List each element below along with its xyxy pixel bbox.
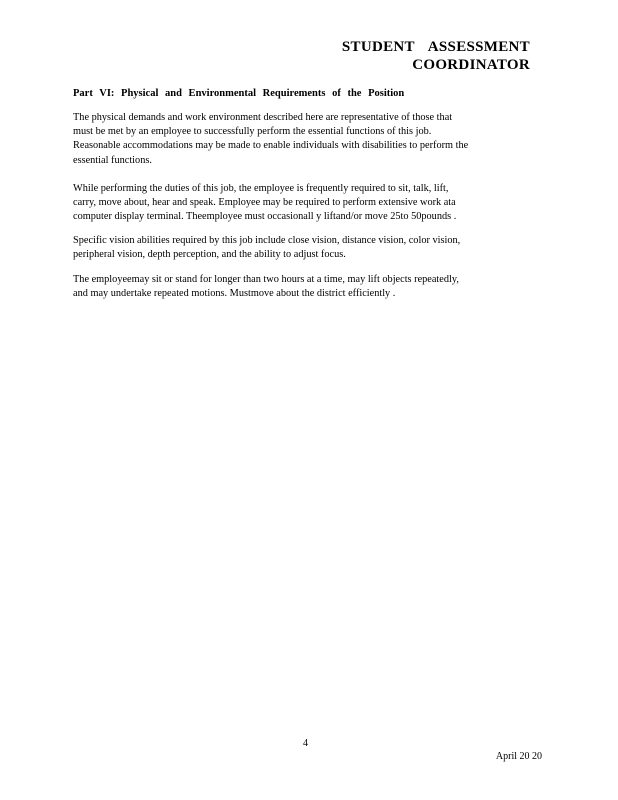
title-line-1: STUDENT ASSESSMENT — [341, 39, 530, 55]
text-line: The employeemay sit or stand for longer than two hours at a time, may lift objects repeatedly, — [73, 274, 459, 285]
paragraph-mobility — [73, 273, 543, 301]
text-line: and may undertake repeated motions. Mustmove about the district efficiently . — [73, 288, 396, 300]
text-line: While performing the duties of this job, the employee is frequently required to sit, talk, lift, — [73, 183, 449, 194]
text-line: computer display terminal. Theemployee must occasionall y liftand/or move 25to 50pounds . — [73, 211, 457, 223]
text-line: carry, move about, hear and speak. Employee may be required to perform extensive work ata — [73, 197, 456, 209]
text-line: peripheral vision, depth perception, and the ability to adjust focus. — [73, 249, 346, 261]
title-line-2: COORDINATOR — [412, 57, 530, 73]
text-line: Specific vision abilities required by this job include close vision, distance vision, color vision, — [73, 235, 461, 246]
paragraph-physical-demands — [73, 111, 543, 168]
section-heading: Part VI: Physical and Environmental Requirements of the Position — [73, 88, 405, 99]
text-line: essential functions. — [73, 154, 152, 166]
paragraph-duties — [73, 182, 543, 225]
text-line: Reasonable accommodations may be made to enable individuals with disabilities to perform the — [73, 140, 469, 152]
paragraph-vision — [73, 234, 543, 262]
footer-date: April 20 20 — [495, 751, 542, 762]
text-line: The physical demands and work environment described here are representative of those that — [73, 112, 453, 123]
document-title — [342, 38, 530, 74]
page-number: 4 — [303, 738, 308, 749]
text-line: must be met by an employee to successfully perform the essential functions of this job. — [73, 126, 432, 138]
